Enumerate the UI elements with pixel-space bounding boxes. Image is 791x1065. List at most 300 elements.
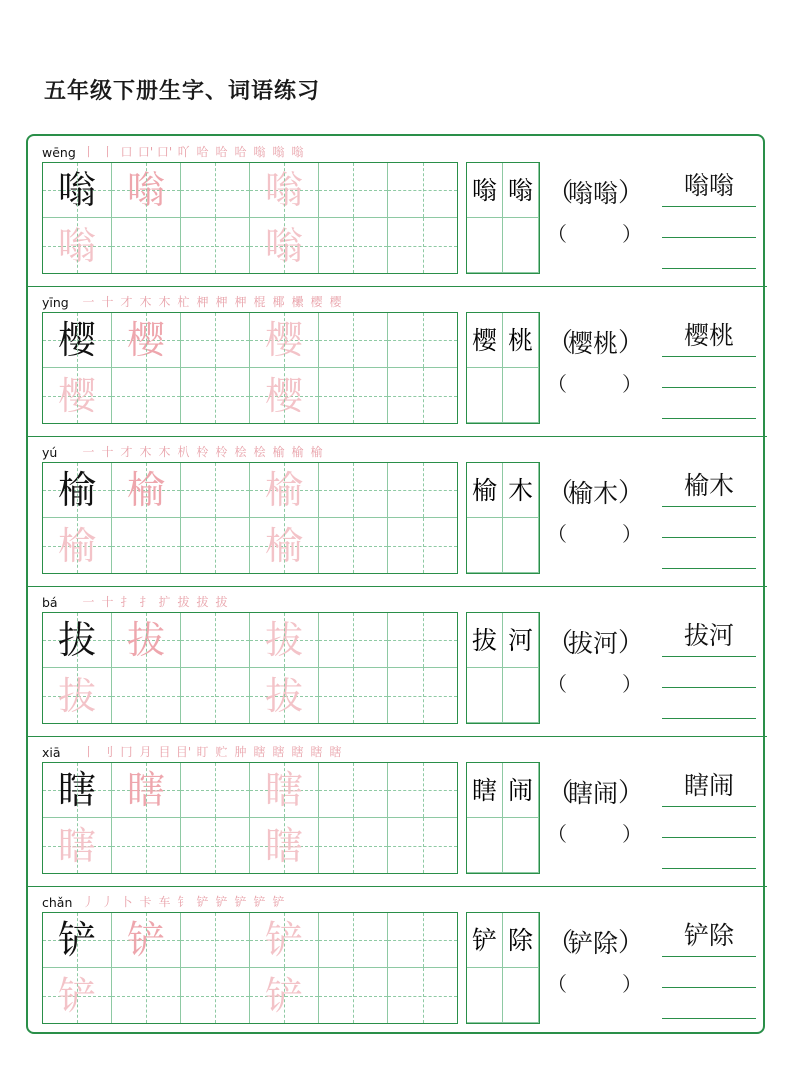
stroke-step: 盯	[196, 745, 209, 759]
word-blank-cell[interactable]	[467, 968, 503, 1023]
blank-cell[interactable]	[112, 218, 181, 273]
stroke-step: 榆	[272, 445, 285, 459]
stroke-step: 一	[82, 595, 95, 609]
writing-line[interactable]	[662, 387, 756, 388]
model-cell	[43, 913, 112, 968]
stroke-step: 口'	[137, 145, 154, 159]
stroke-step: 铲	[253, 895, 266, 909]
trace-character: 铲	[264, 918, 303, 962]
blank-cell[interactable]	[319, 913, 388, 968]
trace-character: 榆	[264, 523, 303, 568]
writing-line[interactable]	[662, 956, 756, 957]
word-blank-cell[interactable]	[503, 968, 539, 1023]
blank-cell[interactable]	[181, 613, 250, 668]
trace-character: 樱	[57, 373, 96, 418]
word-cell	[503, 313, 539, 368]
stroke-step: 哈	[234, 145, 247, 159]
blank-cell[interactable]	[319, 613, 388, 668]
trace-cell[interactable]	[250, 518, 319, 573]
writing-line[interactable]	[662, 1018, 756, 1019]
word-character: 嗡	[471, 175, 497, 205]
word-character: 拔	[471, 625, 497, 655]
word-character: 河	[507, 625, 533, 655]
stroke-step: 柃	[215, 445, 228, 459]
paren-open-blank: （	[547, 372, 567, 396]
stroke-step: 车	[158, 895, 171, 909]
trace-cell[interactable]	[250, 968, 319, 1023]
stroke-sequence	[80, 294, 344, 310]
stroke-order-line	[42, 742, 344, 762]
trace-cell[interactable]	[112, 313, 181, 368]
word-character: 闹	[507, 775, 533, 805]
stroke-step: 铲	[272, 895, 285, 909]
word-blank-cell[interactable]	[467, 668, 503, 723]
stroke-step: 桧	[253, 445, 266, 459]
stroke-step: 口'	[156, 145, 173, 159]
character-practice-grid[interactable]	[42, 312, 458, 424]
trace-character: 瞎	[126, 768, 165, 812]
word-character: 铲	[471, 925, 497, 955]
paren-close: ）	[618, 778, 645, 808]
blank-cell[interactable]	[319, 463, 388, 518]
word-cell	[467, 763, 503, 818]
word-blank-cell[interactable]	[503, 218, 539, 273]
stroke-step: 柙	[215, 295, 228, 309]
paren-close-blank: ）	[622, 822, 642, 846]
stroke-step: 目'	[175, 745, 192, 759]
word-character: 榆	[471, 475, 497, 505]
practice-row	[28, 736, 767, 886]
trace-character: 铲	[57, 973, 96, 1018]
blank-cell[interactable]	[388, 368, 457, 423]
stroke-step: 卡	[139, 895, 152, 909]
stroke-step: 木	[139, 295, 152, 309]
word-blank-cell[interactable]	[503, 518, 539, 573]
stroke-step: 刂	[101, 745, 114, 759]
blank-cell[interactable]	[388, 968, 457, 1023]
stroke-step: 月	[139, 745, 152, 759]
trace-cell[interactable]	[250, 163, 319, 218]
pinyin-label: yīng	[42, 294, 69, 310]
blank-cell[interactable]	[181, 463, 250, 518]
trace-character: 拔	[126, 618, 165, 662]
trace-character: 瞎	[57, 823, 96, 868]
stroke-step: 瞎	[272, 745, 285, 759]
writing-line[interactable]	[662, 356, 756, 357]
pinyin-label: bá	[42, 594, 58, 610]
stroke-step: 丿	[82, 895, 95, 909]
trace-cell[interactable]	[250, 218, 319, 273]
blank-cell[interactable]	[181, 518, 250, 573]
paren-open-blank: （	[547, 672, 567, 696]
writing-line[interactable]	[662, 987, 756, 988]
word-answer: 嗡嗡	[568, 179, 619, 208]
stroke-order-line	[42, 592, 230, 612]
writing-line[interactable]	[662, 718, 756, 719]
stroke-step: 丨	[82, 745, 95, 759]
writing-line[interactable]	[662, 656, 756, 657]
trace-cell[interactable]	[112, 163, 181, 218]
trace-character: 拔	[57, 673, 96, 718]
trace-character: 嗡	[264, 168, 303, 212]
trace-cell[interactable]	[43, 368, 112, 423]
stroke-step: 十	[101, 295, 114, 309]
word-blank-cell[interactable]	[503, 818, 539, 873]
stroke-step: 哈	[215, 145, 228, 159]
character-practice-grid[interactable]	[42, 462, 458, 574]
trace-cell[interactable]	[112, 463, 181, 518]
stroke-step: 扩	[158, 595, 171, 609]
word-answer: 铲除	[568, 929, 619, 958]
word-blank-cell[interactable]	[503, 668, 539, 723]
writing-line[interactable]	[662, 837, 756, 838]
word-cell	[503, 613, 539, 668]
model-character: 榆	[57, 468, 96, 512]
stroke-step: 拔	[215, 595, 228, 609]
word-practice-grid[interactable]	[466, 762, 540, 874]
trace-cell[interactable]	[250, 463, 319, 518]
word-answer: 瞎闹	[683, 771, 734, 800]
writing-lines-column[interactable]	[662, 916, 756, 1019]
stroke-step: 扌	[139, 595, 152, 609]
word-blank-cell[interactable]	[467, 818, 503, 873]
pinyin-label: chǎn	[42, 894, 73, 910]
stroke-step: 樱	[310, 295, 323, 309]
blank-cell[interactable]	[181, 313, 250, 368]
blank-cell[interactable]	[319, 668, 388, 723]
stroke-sequence	[80, 594, 230, 610]
stroke-step: 嗡	[253, 145, 266, 159]
stroke-sequence	[80, 894, 287, 910]
word-practice-grid[interactable]	[466, 912, 540, 1024]
writing-line[interactable]	[662, 206, 756, 207]
stroke-step: 铲	[215, 895, 228, 909]
trace-cell[interactable]	[112, 913, 181, 968]
practice-row	[28, 286, 767, 436]
trace-character: 嗡	[57, 223, 96, 268]
writing-lines-column[interactable]	[662, 166, 756, 269]
blank-cell[interactable]	[319, 163, 388, 218]
stroke-step: 木	[158, 295, 171, 309]
word-cell	[467, 463, 503, 518]
trace-cell[interactable]	[250, 913, 319, 968]
blank-cell[interactable]	[181, 218, 250, 273]
paren-open: （	[547, 628, 574, 658]
trace-cell[interactable]	[250, 763, 319, 818]
trace-character: 榆	[57, 523, 96, 568]
blank-cell[interactable]	[388, 218, 457, 273]
stroke-step: 樱	[329, 295, 342, 309]
blank-cell[interactable]	[181, 818, 250, 873]
page-title: 五年级下册生字、词语练习	[44, 78, 321, 103]
trace-character: 嗡	[264, 223, 303, 268]
word-cell	[503, 463, 539, 518]
writing-line[interactable]	[662, 806, 756, 807]
word-character: 桃	[507, 325, 533, 355]
paren-open-blank: （	[547, 822, 567, 846]
practice-sheet	[26, 134, 765, 1034]
trace-cell[interactable]	[43, 668, 112, 723]
word-cell	[467, 613, 503, 668]
stroke-step: 铲	[234, 895, 247, 909]
word-character: 木	[507, 475, 533, 505]
pinyin-label: wēng	[42, 144, 76, 160]
model-cell	[43, 163, 112, 218]
word-answer: 榆木	[568, 479, 619, 508]
stroke-step: 才	[120, 445, 133, 459]
practice-row	[28, 886, 767, 1034]
stroke-step: 拔	[177, 595, 190, 609]
stroke-sequence	[80, 744, 344, 760]
blank-cell[interactable]	[181, 913, 250, 968]
stroke-order-line	[42, 142, 306, 162]
trace-character: 榆	[264, 468, 303, 512]
practice-row	[28, 436, 767, 586]
trace-character: 瞎	[264, 768, 303, 812]
stroke-step: 朳	[177, 445, 190, 459]
blank-cell[interactable]	[181, 668, 250, 723]
writing-line[interactable]	[662, 537, 756, 538]
trace-cell[interactable]	[43, 968, 112, 1023]
model-character: 拔	[57, 618, 96, 662]
stroke-step: 吖	[177, 145, 190, 159]
stroke-step: 哈	[196, 145, 209, 159]
model-character: 嗡	[57, 168, 96, 212]
stroke-step: 丨	[101, 145, 114, 159]
paren-open-blank: （	[547, 222, 567, 246]
stroke-step: 木	[139, 445, 152, 459]
word-cell	[503, 763, 539, 818]
blank-cell[interactable]	[319, 518, 388, 573]
stroke-step: 口	[120, 145, 133, 159]
model-cell	[43, 763, 112, 818]
stroke-step: 铲	[196, 895, 209, 909]
stroke-step: 瞎	[329, 745, 342, 759]
blank-cell[interactable]	[388, 763, 457, 818]
blank-cell[interactable]	[388, 163, 457, 218]
practice-row	[28, 586, 767, 736]
stroke-step: 钅	[177, 895, 190, 909]
word-practice-grid[interactable]	[466, 312, 540, 424]
stroke-step: 拔	[196, 595, 209, 609]
stroke-step: 丿	[101, 895, 114, 909]
stroke-step: 椰	[272, 295, 285, 309]
stroke-step: 柃	[196, 445, 209, 459]
trace-character: 樱	[264, 318, 303, 362]
paren-close-blank: ）	[622, 522, 642, 546]
word-blank-cell[interactable]	[503, 368, 539, 423]
trace-cell[interactable]	[250, 818, 319, 873]
word-answer: 嗡嗡	[683, 171, 734, 200]
stroke-step: 棍	[253, 295, 266, 309]
character-practice-grid[interactable]	[42, 762, 458, 874]
paren-open: （	[547, 178, 574, 208]
stroke-step: 柙	[234, 295, 247, 309]
word-cell	[467, 163, 503, 218]
character-practice-grid[interactable]	[42, 612, 458, 724]
word-character: 瞎	[471, 775, 497, 805]
blank-cell[interactable]	[319, 218, 388, 273]
word-cell	[503, 913, 539, 968]
paren-open: （	[547, 928, 574, 958]
model-cell	[43, 613, 112, 668]
blank-cell[interactable]	[319, 368, 388, 423]
blank-cell[interactable]	[319, 968, 388, 1023]
blank-cell[interactable]	[388, 818, 457, 873]
blank-cell[interactable]	[112, 368, 181, 423]
paren-close-blank: ）	[622, 672, 642, 696]
writing-line[interactable]	[662, 268, 756, 269]
word-cell	[467, 313, 503, 368]
trace-character: 嗡	[126, 168, 165, 212]
model-character: 樱	[57, 318, 96, 362]
trace-character: 铲	[264, 973, 303, 1018]
blank-cell[interactable]	[388, 668, 457, 723]
blank-cell[interactable]	[319, 818, 388, 873]
stroke-step: 瞎	[291, 745, 304, 759]
stroke-step: 榆	[310, 445, 323, 459]
stroke-step: 才	[120, 295, 133, 309]
stroke-step: 桧	[234, 445, 247, 459]
paren-open: （	[547, 778, 574, 808]
trace-cell[interactable]	[250, 313, 319, 368]
trace-cell[interactable]	[250, 613, 319, 668]
stroke-order-line	[42, 292, 344, 312]
trace-cell[interactable]	[250, 368, 319, 423]
paren-close-blank: ）	[622, 972, 642, 996]
stroke-step: 柙	[196, 295, 209, 309]
stroke-step: 丨	[82, 145, 95, 159]
blank-cell[interactable]	[181, 368, 250, 423]
trace-cell[interactable]	[43, 818, 112, 873]
paren-open: （	[547, 478, 574, 508]
pinyin-label: xiā	[42, 744, 61, 760]
stroke-step: 嗡	[272, 145, 285, 159]
trace-cell[interactable]	[112, 613, 181, 668]
writing-lines-column[interactable]	[662, 466, 756, 569]
paren-open-blank: （	[547, 522, 567, 546]
stroke-order-line	[42, 442, 325, 462]
writing-line[interactable]	[662, 237, 756, 238]
paren-open: （	[547, 328, 574, 358]
trace-character: 铲	[126, 918, 165, 962]
stroke-step: 瞎	[253, 745, 266, 759]
model-cell	[43, 463, 112, 518]
paren-close-blank: ）	[622, 372, 642, 396]
blank-cell[interactable]	[388, 518, 457, 573]
stroke-step: 木	[158, 445, 171, 459]
paren-close: ）	[618, 178, 645, 208]
blank-cell[interactable]	[319, 313, 388, 368]
writing-line[interactable]	[662, 418, 756, 419]
word-answer: 拔河	[683, 621, 734, 650]
character-practice-grid[interactable]	[42, 162, 458, 274]
trace-character: 樱	[264, 373, 303, 418]
word-answer: 樱桃	[568, 329, 619, 358]
writing-lines-column[interactable]	[662, 616, 756, 719]
model-character: 瞎	[57, 768, 96, 812]
stroke-order-line	[42, 892, 287, 912]
stroke-step: 一	[82, 445, 95, 459]
paren-close: ）	[618, 328, 645, 358]
stroke-step: 嗡	[291, 145, 304, 159]
blank-cell[interactable]	[112, 518, 181, 573]
stroke-step: 卜	[120, 895, 133, 909]
blank-cell[interactable]	[388, 463, 457, 518]
trace-character: 榆	[126, 468, 165, 512]
trace-character: 拔	[264, 673, 303, 718]
blank-cell[interactable]	[388, 313, 457, 368]
blank-cell[interactable]	[112, 968, 181, 1023]
blank-cell[interactable]	[388, 913, 457, 968]
paren-close-blank: ）	[622, 222, 642, 246]
blank-cell[interactable]	[181, 163, 250, 218]
word-answer: 拔河	[568, 629, 619, 658]
blank-cell[interactable]	[388, 613, 457, 668]
blank-cell[interactable]	[181, 763, 250, 818]
word-blank-cell[interactable]	[467, 368, 503, 423]
word-practice-grid[interactable]	[466, 612, 540, 724]
paren-close: ）	[618, 628, 645, 658]
paren-close: ）	[618, 928, 645, 958]
stroke-step: 杧	[177, 295, 190, 309]
blank-cell[interactable]	[319, 763, 388, 818]
writing-line[interactable]	[662, 506, 756, 507]
stroke-step: 瞎	[310, 745, 323, 759]
stroke-step: 冂	[120, 745, 133, 759]
word-blank-cell[interactable]	[467, 518, 503, 573]
stroke-sequence	[80, 144, 306, 160]
trace-character: 拔	[264, 618, 303, 662]
blank-cell[interactable]	[181, 968, 250, 1023]
word-blank-cell[interactable]	[467, 218, 503, 273]
word-practice-grid[interactable]	[466, 162, 540, 274]
trace-character: 瞎	[264, 823, 303, 868]
stroke-sequence	[80, 444, 325, 460]
writing-line[interactable]	[662, 687, 756, 688]
trace-cell[interactable]	[43, 218, 112, 273]
blank-cell[interactable]	[112, 818, 181, 873]
stroke-step: 榆	[291, 445, 304, 459]
word-answer: 榆木	[683, 471, 734, 500]
word-practice-grid[interactable]	[466, 462, 540, 574]
word-character: 樱	[471, 325, 497, 355]
stroke-step: 扌	[120, 595, 133, 609]
stroke-step: 贮	[215, 745, 228, 759]
word-answer: 瞎闹	[568, 779, 619, 808]
stroke-step: 十	[101, 445, 114, 459]
character-practice-grid[interactable]	[42, 912, 458, 1024]
stroke-step: 肿	[234, 745, 247, 759]
model-character: 铲	[57, 918, 96, 962]
stroke-step: 十	[101, 595, 114, 609]
writing-line[interactable]	[662, 868, 756, 869]
stroke-step: 欙	[291, 295, 304, 309]
word-cell	[467, 913, 503, 968]
writing-lines-column[interactable]	[662, 316, 756, 419]
blank-cell[interactable]	[112, 668, 181, 723]
pinyin-label: yú	[42, 444, 58, 460]
trace-cell[interactable]	[112, 763, 181, 818]
paren-close: ）	[618, 478, 645, 508]
word-character: 嗡	[507, 175, 533, 205]
writing-lines-column[interactable]	[662, 766, 756, 869]
word-answer: 樱桃	[683, 321, 734, 350]
word-cell	[503, 163, 539, 218]
trace-cell[interactable]	[250, 668, 319, 723]
writing-line[interactable]	[662, 568, 756, 569]
trace-cell[interactable]	[43, 518, 112, 573]
